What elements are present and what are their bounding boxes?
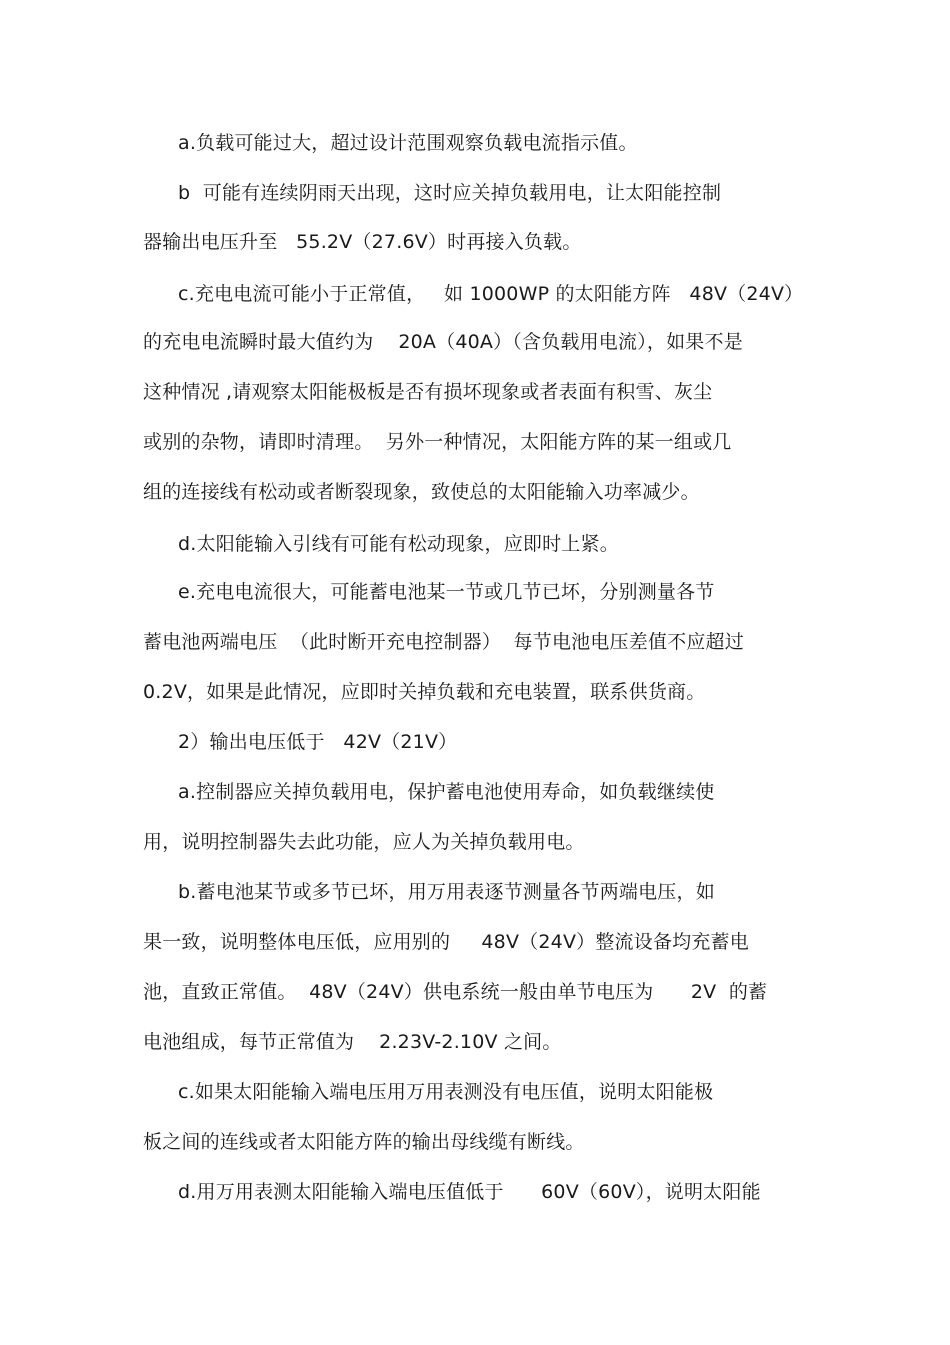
paragraph-line: d.太阳能输入引线有可能有松动现象，应即时上紧。 bbox=[178, 533, 619, 555]
paragraph-line: e.充电电流很大，可能蓄电池某一节或几节已坏，分别测量各节 bbox=[178, 581, 715, 603]
paragraph-line: b 可能有连续阴雨天出现，这时应关掉负载用电，让太阳能控制 bbox=[178, 182, 722, 204]
section-heading: 2）输出电压低于 42V（21V） bbox=[178, 731, 458, 753]
paragraph-line: 蓄电池两端电压 （此时断开充电控制器） 每节电池电压差值不应超过 bbox=[143, 631, 744, 653]
paragraph-line: 用，说明控制器失去此功能，应人为关掉负载用电。 bbox=[143, 831, 585, 853]
paragraph-line: 板之间的连线或者太阳能方阵的输出母线缆有断线。 bbox=[143, 1131, 585, 1153]
paragraph-line: b.蓄电池某节或多节已坏，用万用表逐节测量各节两端电压，如 bbox=[178, 881, 715, 903]
paragraph-line: 器输出电压升至 55.2V（27.6V）时再接入负载。 bbox=[143, 231, 582, 253]
paragraph-line: 的充电电流瞬时最大值约为 20A（40A）（含负载用电流），如果不是 bbox=[143, 331, 743, 353]
paragraph-line: 这种情况 ,请观察太阳能极板是否有损坏现象或者表面有积雪、灰尘 bbox=[143, 381, 713, 403]
paragraph-line: a.负载可能过大，超过设计范围观察负载电流指示值。 bbox=[178, 132, 638, 154]
paragraph-line: 0.2V，如果是此情况，应即时关掉负载和充电装置，联系供货商。 bbox=[143, 681, 706, 703]
paragraph-line: a.控制器应关掉负载用电，保护蓄电池使用寿命，如负载继续使 bbox=[178, 781, 715, 803]
paragraph-line: 电池组成，每节正常值为 2.23V-2.10V 之间。 bbox=[143, 1031, 562, 1053]
paragraph-line: 组的连接线有松动或者断裂现象，致使总的太阳能输入功率减少。 bbox=[143, 481, 700, 503]
paragraph-line: 果一致，说明整体电压低，应用别的 48V（24V）整流设备均充蓄电 bbox=[143, 931, 749, 953]
paragraph-line: c.如果太阳能输入端电压用万用表测没有电压值，说明太阳能极 bbox=[178, 1081, 714, 1103]
paragraph-line: d.用万用表测太阳能输入端电压值低于 60V（60V），说明太阳能 bbox=[178, 1181, 761, 1203]
paragraph-line: 或别的杂物，请即时清理。 另外一种情况，太阳能方阵的某一组或几 bbox=[143, 431, 732, 453]
paragraph-line: c.充电电流可能小于正常值， 如 1000WP 的太阳能方阵 48V（24V） bbox=[178, 283, 804, 305]
paragraph-line: 池，直致正常值。 48V（24V）供电系统一般由单节电压为 2V 的蓄 bbox=[143, 981, 768, 1003]
